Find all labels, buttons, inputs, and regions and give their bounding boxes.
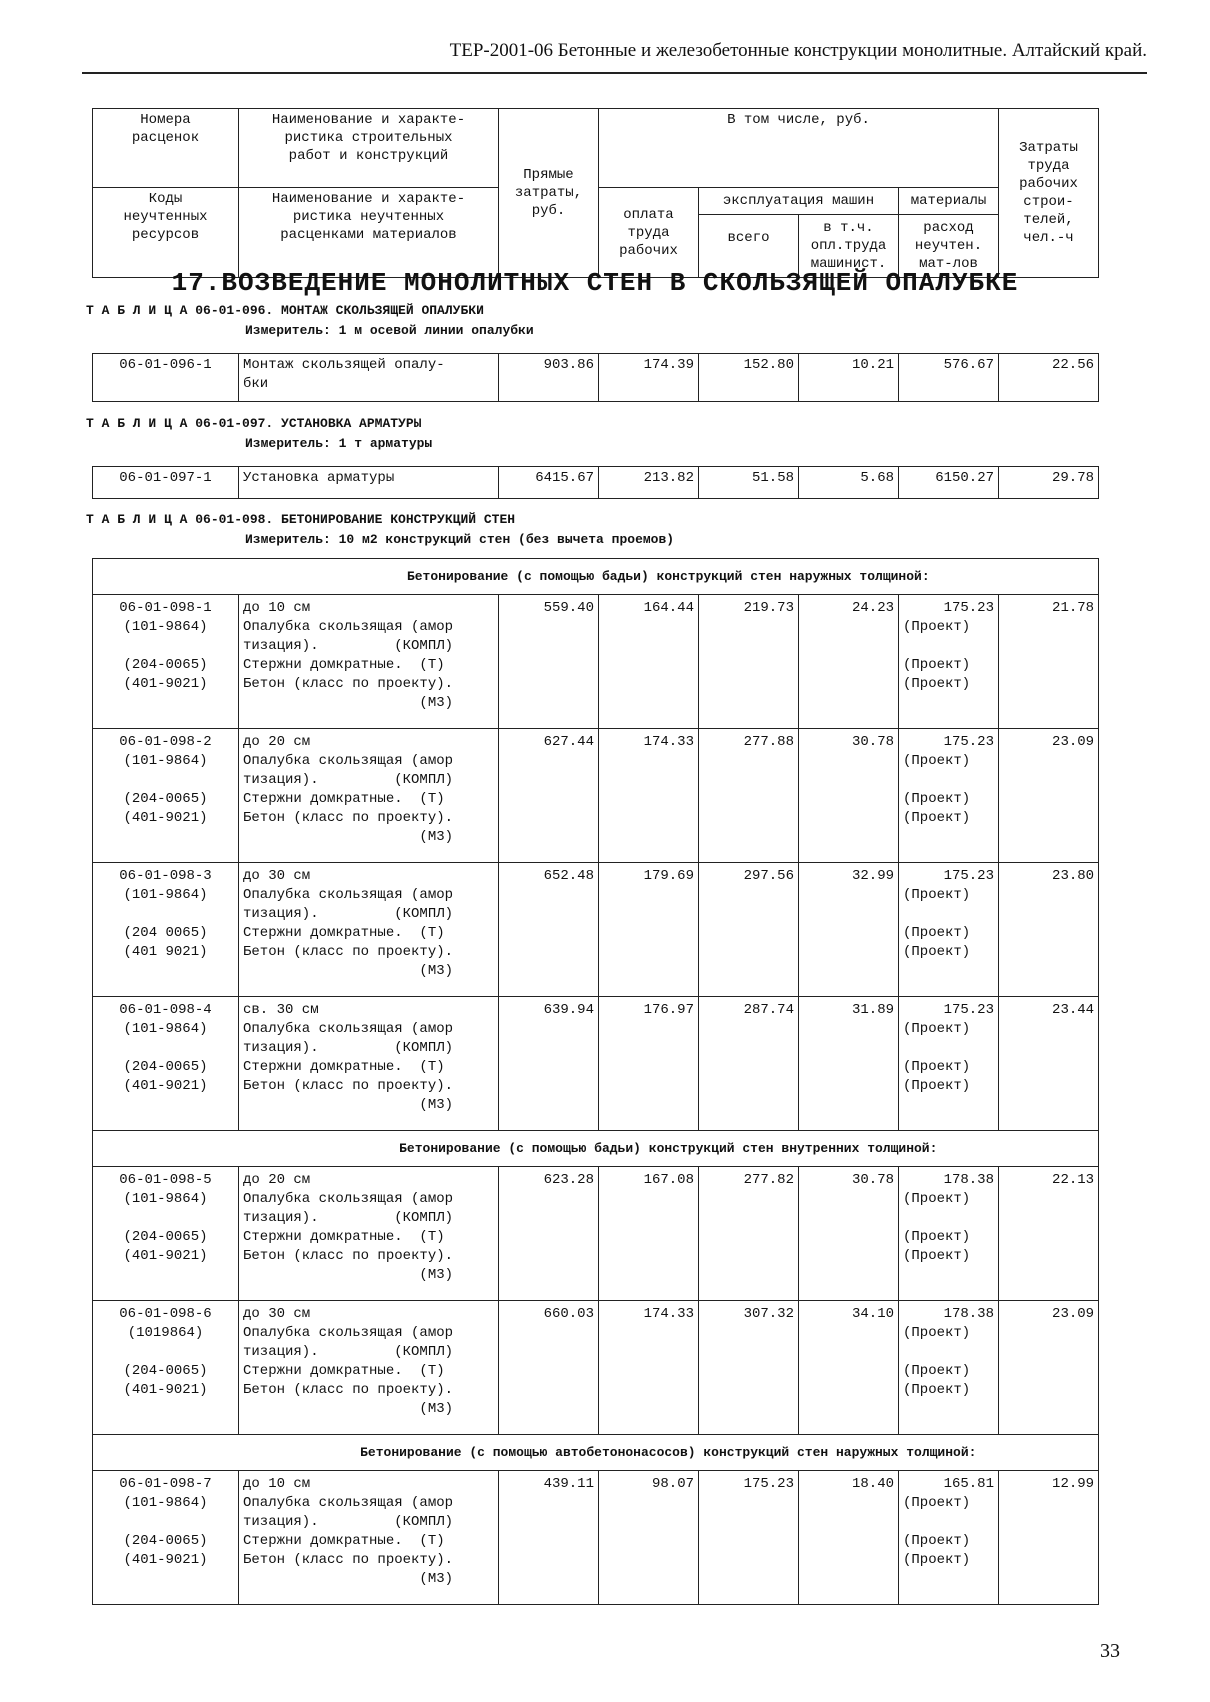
materials-cost: [899, 997, 999, 1131]
materials-note: (Проект): [903, 944, 971, 960]
materials-value: 175.23: [943, 1002, 994, 1018]
col-rashod: расход неучтен. мат-лов: [914, 220, 983, 272]
group-header-row: [93, 1435, 1099, 1471]
rate-desc: Установка арматуры: [239, 467, 499, 499]
machine-labor: 32.99: [799, 863, 899, 997]
machine-cost: 219.73: [699, 595, 799, 729]
materials-note: (Проект): [903, 1248, 971, 1264]
section-title: 17.ВОЗВЕДЕНИЕ МОНОЛИТНЫХ СТЕН В СКОЛЬЗЯЩЕЙ ОПАЛУБКЕ: [171, 268, 1019, 298]
machine-labor: 18.40: [799, 1471, 899, 1605]
direct-cost: 652.48: [499, 863, 599, 997]
machine-labor: 30.78: [799, 1167, 899, 1301]
materials-note: (Проект): [903, 1078, 971, 1094]
col-ekspl-group: [699, 188, 899, 278]
machine-cost: 152.80: [699, 354, 799, 402]
materials-note: (Проект): [903, 753, 971, 769]
labor-cost: 176.97: [599, 997, 699, 1131]
direct-cost: 627.44: [499, 729, 599, 863]
machine-labor: 5.68: [799, 467, 899, 499]
page-number: 33: [1100, 1640, 1120, 1662]
table-row: [93, 729, 1099, 863]
materials-note: (Проект): [903, 1325, 971, 1341]
group-header: Бетонирование (с помощью бадьи) конструкций стен наружных толщиной:: [239, 559, 1099, 595]
group-header: Бетонирование (с помощью бадьи) конструкций стен внутренних толщиной:: [239, 1131, 1099, 1167]
materials-note: (Проект): [903, 925, 971, 941]
machine-cost: 297.56: [699, 863, 799, 997]
materials-note: [903, 1209, 994, 1228]
machine-cost: 277.88: [699, 729, 799, 863]
machine-cost: 277.82: [699, 1167, 799, 1301]
table-caption-098: Т А Б Л И Ц А 06-01-098. БЕТОНИРОВАНИЕ КОНСТРУКЦИЙ СТЕН: [86, 512, 516, 527]
table-097: [92, 466, 1099, 499]
col-vsego: всего: [699, 215, 799, 277]
group-blank: [93, 1435, 239, 1471]
materials-value: 175.23: [943, 734, 994, 750]
group-blank: [93, 559, 239, 595]
resource-codes: 06-01-098-1 (101-9864) (204-0065) (401-9021): [93, 595, 239, 729]
materials-note: (Проект): [903, 1059, 971, 1075]
col-naim1: Наименование и характе- ристика строительных работ и конструкций: [239, 109, 499, 188]
col-mat-group: [899, 188, 999, 278]
materials-value: 165.81: [943, 1476, 994, 1492]
materials-note: [903, 1513, 994, 1532]
labor-hours: 23.80: [999, 863, 1099, 997]
materials-value: 178.38: [943, 1172, 994, 1188]
labor-hours: 21.78: [999, 595, 1099, 729]
materials-note: [903, 771, 994, 790]
materials-value: 175.23: [943, 600, 994, 616]
labor-hours: 29.78: [999, 467, 1099, 499]
group-blank: [93, 1131, 239, 1167]
page-header: ТЕР-2001-06 Бетонные и железобетонные конструкции монолитные. Алтайский край.: [449, 40, 1147, 61]
table-measure-096: Измеритель: 1 м осевой линии опалубки: [245, 323, 534, 338]
materials-value: 178.38: [943, 1306, 994, 1322]
col-pryamye: Прямые затраты, руб.: [499, 109, 599, 278]
labor-hours: 23.09: [999, 729, 1099, 863]
labor-cost: 167.08: [599, 1167, 699, 1301]
materials-cost: [899, 1471, 999, 1605]
resource-codes: 06-01-098-4 (101-9864) (204-0065) (401-9021): [93, 997, 239, 1131]
table-row: [93, 467, 1099, 499]
materials-note: (Проект): [903, 1552, 971, 1568]
machine-labor: 31.89: [799, 997, 899, 1131]
rate-desc: до 20 см Опалубка скользящая (амор тизация). (КОМПЛ) Стержни домкратные. (Т) Бетон (класс по проекту). (М3): [239, 1167, 499, 1301]
materials-cost: [899, 595, 999, 729]
col-kody: Коды неучтенных ресурсов: [93, 188, 239, 278]
direct-cost: 623.28: [499, 1167, 599, 1301]
rate-desc: св. 30 см Опалубка скользящая (амор тизация). (КОМПЛ) Стержни домкратные. (Т) Бетон (класс по проекту). (М3): [239, 997, 499, 1131]
col-naim2: Наименование и характе- ристика неучтенных расценками материалов: [239, 188, 499, 278]
table-row: [93, 354, 1099, 402]
materials-note: (Проект): [903, 791, 971, 807]
materials-cost: 576.67: [899, 354, 999, 402]
group-header: Бетонирование (с помощью автобетононасосов) конструкций стен наружных толщиной:: [239, 1435, 1099, 1471]
resource-codes: 06-01-098-6 (1019864) (204-0065) (401-9021): [93, 1301, 239, 1435]
materials-cost: [899, 1167, 999, 1301]
machine-labor: 24.23: [799, 595, 899, 729]
labor-hours: 22.13: [999, 1167, 1099, 1301]
rate-desc: до 30 см Опалубка скользящая (амор тизация). (КОМПЛ) Стержни домкратные. (Т) Бетон (класс по проекту). (М3): [239, 863, 499, 997]
machine-cost: 175.23: [699, 1471, 799, 1605]
materials-note: (Проект): [903, 1533, 971, 1549]
materials-note: (Проект): [903, 1382, 971, 1398]
table-row: [93, 863, 1099, 997]
rate-desc: до 10 см Опалубка скользящая (амор тизация). (КОМПЛ) Стержни домкратные. (Т) Бетон (класс по проекту). (М3): [239, 1471, 499, 1605]
materials-note: (Проект): [903, 1191, 971, 1207]
materials-value: 175.23: [943, 868, 994, 884]
col-vtom: В том числе, руб.: [599, 109, 999, 188]
resource-codes: 06-01-098-2 (101-9864) (204-0065) (401-9021): [93, 729, 239, 863]
labor-cost: 174.39: [599, 354, 699, 402]
materials-note: [903, 1039, 994, 1058]
machine-cost: 287.74: [699, 997, 799, 1131]
col-vtch: в т.ч. опл.труда машинист.: [810, 220, 887, 272]
direct-cost: 660.03: [499, 1301, 599, 1435]
labor-cost: 174.33: [599, 1301, 699, 1435]
resource-codes: 06-01-098-5 (101-9864) (204-0065) (401-9021): [93, 1167, 239, 1301]
col-nomera: Номера расценок: [93, 109, 239, 188]
resource-codes: 06-01-098-3 (101-9864) (204 0065) (401 9021): [93, 863, 239, 997]
materials-note: (Проект): [903, 1363, 971, 1379]
table-098: [92, 558, 1099, 1605]
rate-desc: до 10 см Опалубка скользящая (амор тизация). (КОМПЛ) Стержни домкратные. (Т) Бетон (класс по проекту). (М3): [239, 595, 499, 729]
rate-code: 06-01-097-1: [93, 467, 239, 499]
labor-hours: 23.44: [999, 997, 1099, 1131]
table-row: [93, 1301, 1099, 1435]
materials-note: (Проект): [903, 1021, 971, 1037]
materials-note: [903, 637, 994, 656]
direct-cost: 439.11: [499, 1471, 599, 1605]
table-row: [93, 595, 1099, 729]
group-header-row: [93, 1131, 1099, 1167]
materials-note: (Проект): [903, 1495, 971, 1511]
labor-cost: 98.07: [599, 1471, 699, 1605]
column-header-table: [92, 108, 1099, 278]
materials-note: (Проект): [903, 810, 971, 826]
rate-code: 06-01-096-1: [93, 354, 239, 402]
materials-note: (Проект): [903, 887, 971, 903]
direct-cost: 639.94: [499, 997, 599, 1131]
table-096: [92, 353, 1099, 402]
labor-cost: 174.33: [599, 729, 699, 863]
materials-cost: [899, 1301, 999, 1435]
labor-hours: 12.99: [999, 1471, 1099, 1605]
group-header-row: [93, 559, 1099, 595]
machine-labor: 34.10: [799, 1301, 899, 1435]
rate-desc: до 30 см Опалубка скользящая (амор тизация). (КОМПЛ) Стержни домкратные. (Т) Бетон (класс по проекту). (М3): [239, 1301, 499, 1435]
header-rule: [82, 72, 1147, 74]
resource-codes: 06-01-098-7 (101-9864) (204-0065) (401-9021): [93, 1471, 239, 1605]
labor-cost: 164.44: [599, 595, 699, 729]
materials-note: (Проект): [903, 619, 971, 635]
col-materialy: материалы: [899, 188, 998, 215]
materials-cost: [899, 863, 999, 997]
labor-cost: 213.82: [599, 467, 699, 499]
table-measure-098: Измеритель: 10 м2 конструкций стен (без вычета проемов): [245, 532, 675, 547]
table-caption-097: Т А Б Л И Ц А 06-01-097. УСТАНОВКА АРМАТУРЫ: [86, 416, 422, 431]
machine-cost: 307.32: [699, 1301, 799, 1435]
machine-labor: 10.21: [799, 354, 899, 402]
materials-note: [903, 905, 994, 924]
rate-desc: до 20 см Опалубка скользящая (амор тизация). (КОМПЛ) Стержни домкратные. (Т) Бетон (класс по проекту). (М3): [239, 729, 499, 863]
direct-cost: 559.40: [499, 595, 599, 729]
table-row: [93, 1471, 1099, 1605]
direct-cost: 6415.67: [499, 467, 599, 499]
table-row: [93, 997, 1099, 1131]
machine-cost: 51.58: [699, 467, 799, 499]
rate-desc: Монтаж скользящей опалу- бки: [239, 354, 499, 402]
table-measure-097: Измеритель: 1 т арматуры: [245, 436, 433, 451]
table-row: [93, 1167, 1099, 1301]
machine-labor: 30.78: [799, 729, 899, 863]
labor-cost: 179.69: [599, 863, 699, 997]
table-caption-096: Т А Б Л И Ц А 06-01-096. МОНТАЖ СКОЛЬЗЯЩЕЙ ОПАЛУБКИ: [86, 303, 484, 318]
materials-note: [903, 1343, 994, 1362]
col-oplata: оплата труда рабочих: [599, 188, 699, 278]
materials-cost: [899, 729, 999, 863]
labor-hours: 23.09: [999, 1301, 1099, 1435]
col-ekspl: эксплуатация машин: [699, 188, 898, 215]
materials-note: (Проект): [903, 1229, 971, 1245]
labor-hours: 22.56: [999, 354, 1099, 402]
materials-note: (Проект): [903, 676, 971, 692]
materials-note: (Проект): [903, 657, 971, 673]
col-zatraty: Затраты труда рабочих строи- телей, чел.-ч: [999, 109, 1099, 278]
direct-cost: 903.86: [499, 354, 599, 402]
materials-cost: 6150.27: [899, 467, 999, 499]
